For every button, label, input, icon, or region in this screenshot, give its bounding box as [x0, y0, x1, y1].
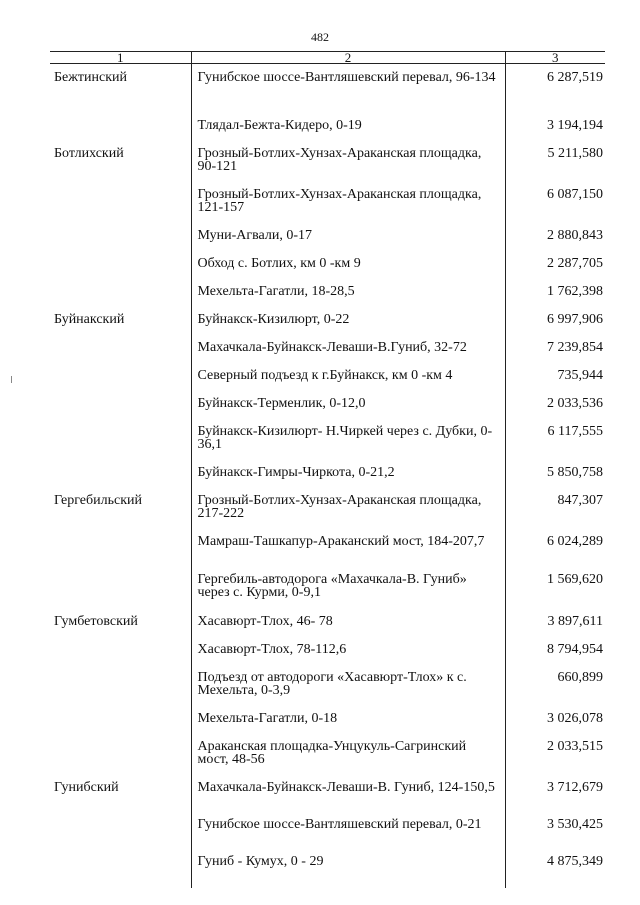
value-cell [505, 222, 605, 250]
district-cell [50, 140, 191, 181]
district-cell-text [54, 733, 191, 748]
road-cell [191, 664, 505, 705]
district-cell [50, 811, 191, 848]
value-cell [505, 487, 605, 528]
district-cell [50, 250, 191, 278]
road-cell [191, 705, 505, 733]
value-cell-text: 7 239,854 [547, 339, 603, 355]
table-row [50, 664, 605, 705]
road-cell-text: Мехельта-Гагатли, 18-28,5 [197, 283, 355, 299]
value-cell [505, 566, 605, 608]
value-cell-text: 6 087,150 [547, 186, 603, 202]
road-cell [191, 848, 505, 888]
road-cell [191, 811, 505, 848]
value-cell [505, 459, 605, 487]
value-cell-text: 4 875,349 [547, 853, 603, 869]
value-cell [505, 636, 605, 664]
value-cell-text: 3 897,611 [547, 613, 603, 629]
district-cell-text: Ботлихский [54, 145, 124, 161]
district-cell [50, 636, 191, 664]
table-row [50, 636, 605, 664]
district-cell [50, 459, 191, 487]
district-cell [50, 64, 191, 112]
value-cell-text: 5 211,580 [547, 145, 603, 161]
road-cell-text: Тлядал-Бежта-Кидеро, 0-19 [197, 117, 362, 133]
value-cell [505, 608, 605, 636]
value-cell-text: 847,307 [557, 492, 603, 508]
value-cell [505, 774, 605, 811]
district-cell [50, 848, 191, 888]
scan-mark [11, 376, 12, 383]
page-number: 482 [311, 30, 329, 44]
district-cell [50, 566, 191, 608]
value-cell [505, 811, 605, 848]
district-cell-text [54, 222, 191, 237]
value-cell [505, 848, 605, 888]
road-cell [191, 64, 505, 112]
road-cell-text: Грозный-Ботлих-Хунзах-Араканская площадка, 217-222 [197, 492, 482, 521]
road-cell [191, 733, 505, 774]
road-cell-text: Мехельта-Гагатли, 0-18 [197, 710, 338, 726]
district-cell-text [54, 848, 191, 863]
district-cell [50, 705, 191, 733]
value-cell-text: 3 026,078 [547, 710, 603, 726]
road-cell [191, 774, 505, 811]
table-row [50, 362, 605, 390]
road-cell [191, 608, 505, 636]
value-cell [505, 278, 605, 306]
district-cell [50, 278, 191, 306]
value-cell [505, 140, 605, 181]
district-cell-text [54, 112, 191, 127]
district-cell-text: Бежтинский [54, 70, 128, 85]
district-cell-text [54, 636, 191, 651]
value-cell-text: 660,899 [557, 669, 603, 685]
table-row [50, 705, 605, 733]
district-cell-text [54, 278, 191, 293]
district-cell-text [54, 566, 191, 581]
district-cell-text [54, 181, 191, 196]
value-cell-text: 5 850,758 [547, 464, 603, 480]
road-cell-text: Хасавюрт-Тлох, 78-112,6 [197, 641, 347, 657]
road-cell-text: Муни-Агвали, 0-17 [197, 227, 313, 243]
table-row [50, 528, 605, 566]
table-row [50, 250, 605, 278]
district-cell [50, 222, 191, 250]
table-row [50, 848, 605, 888]
table-row [50, 64, 605, 112]
district-cell-text [54, 528, 191, 543]
district-cell-text: Гумбетовский [54, 613, 138, 629]
road-cell-text: Буйнакск-Кизилюрт- Н.Чиркей через с. Дубки, 0-36,1 [197, 423, 493, 452]
table-row [50, 181, 605, 222]
road-cell [191, 278, 505, 306]
table-row [50, 334, 605, 362]
value-cell-text: 6 024,289 [547, 533, 603, 549]
district-cell-text [54, 362, 191, 377]
district-cell-text [54, 334, 191, 349]
value-cell [505, 306, 605, 334]
value-cell-text: 3 530,425 [547, 816, 603, 832]
table-body [50, 64, 605, 888]
road-cell-text: Обход с. Ботлих, км 0 -км 9 [197, 255, 361, 271]
road-cell-text: Хасавюрт-Тлох, 46- 78 [197, 613, 333, 629]
district-cell [50, 528, 191, 566]
road-cell-text: Северный подъезд к г.Буйнакск, км 0 -км 4 [197, 367, 453, 383]
table-row [50, 811, 605, 848]
road-cell [191, 390, 505, 418]
road-cell-text: Подъезд от автодороги «Хасавюрт-Тлох» к с. Мехельта, 0-3,9 [197, 669, 467, 698]
table-row [50, 608, 605, 636]
road-cell [191, 112, 505, 140]
district-cell-text [54, 664, 191, 679]
district-cell [50, 774, 191, 811]
table-row [50, 140, 605, 181]
road-cell [191, 362, 505, 390]
value-cell-text: 3 712,679 [547, 779, 603, 795]
value-cell-text: 2 033,515 [547, 738, 603, 754]
table-row [50, 774, 605, 811]
district-cell-text [54, 390, 191, 405]
value-cell [505, 181, 605, 222]
table-row [50, 459, 605, 487]
table-row [50, 487, 605, 528]
district-cell-text: Гергебильский [54, 492, 142, 508]
road-cell-text: Гунибское шоссе-Вантляшевский перевал, 96-134 [197, 70, 496, 85]
road-cell [191, 250, 505, 278]
value-cell [505, 705, 605, 733]
district-cell [50, 362, 191, 390]
road-cell [191, 181, 505, 222]
value-cell-text: 2 287,705 [547, 255, 603, 271]
value-cell-text: 1 569,620 [547, 571, 603, 587]
value-cell [505, 250, 605, 278]
road-cell [191, 418, 505, 459]
value-cell-text: 6 997,906 [547, 311, 603, 327]
value-cell [505, 528, 605, 566]
value-cell [505, 334, 605, 362]
value-cell [505, 664, 605, 705]
column-header-road: 2 [191, 52, 505, 64]
road-cell [191, 528, 505, 566]
road-cell-text: Буйнакск-Гимры-Чиркота, 0-21,2 [197, 464, 395, 480]
district-cell-text [54, 811, 191, 826]
district-cell-text: Гунибский [54, 779, 119, 795]
district-cell [50, 306, 191, 334]
district-cell-text [54, 418, 191, 433]
road-cell-text: Грозный-Ботлих-Хунзах-Араканская площадка, 90-121 [197, 145, 482, 174]
district-cell-text [54, 250, 191, 265]
table-row [50, 222, 605, 250]
district-cell [50, 181, 191, 222]
district-cell [50, 334, 191, 362]
road-cell [191, 566, 505, 608]
column-header-district: 1 [50, 52, 191, 64]
road-cell-text: Грозный-Ботлих-Хунзах-Араканская площадка, 121-157 [197, 186, 482, 215]
district-cell [50, 390, 191, 418]
road-cell-text: Гунибское шоссе-Вантляшевский перевал, 0-21 [197, 816, 482, 832]
value-cell-text: 2 880,843 [547, 227, 603, 243]
roads-table [50, 51, 605, 888]
value-cell-text: 2 033,536 [547, 395, 603, 411]
table-row [50, 733, 605, 774]
district-cell-text [54, 705, 191, 720]
value-cell [505, 390, 605, 418]
value-cell-text: 6 287,519 [547, 70, 603, 85]
table-header-row [50, 52, 605, 64]
value-cell-text: 8 794,954 [547, 641, 603, 657]
value-cell [505, 418, 605, 459]
value-cell [505, 64, 605, 112]
table-row [50, 418, 605, 459]
road-cell-text: Махачкала-Буйнакск-Леваши-В.Гуниб, 32-72 [197, 339, 467, 355]
value-cell-text: 1 762,398 [547, 283, 603, 299]
value-cell-text: 3 194,194 [547, 117, 603, 133]
table-row [50, 390, 605, 418]
value-cell [505, 733, 605, 774]
road-cell-text: Гергебиль-автодорога «Махачкала-В. Гуниб» через с. Курми, 0-9,1 [197, 571, 467, 600]
table-row [50, 566, 605, 608]
district-cell [50, 418, 191, 459]
road-cell-text: Араканская площадка-Унцукуль-Сагринский мост, 48-56 [197, 738, 467, 767]
district-cell [50, 664, 191, 705]
road-cell-text: Махачкала-Буйнакск-Леваши-В. Гуниб, 124-150,5 [197, 779, 495, 795]
road-cell [191, 334, 505, 362]
value-cell [505, 112, 605, 140]
table-row [50, 306, 605, 334]
road-cell [191, 636, 505, 664]
district-cell [50, 733, 191, 774]
road-cell [191, 306, 505, 334]
value-cell-text: 735,944 [557, 367, 603, 383]
road-cell-text: Буйнакск-Терменлик, 0-12,0 [197, 395, 366, 411]
district-cell [50, 608, 191, 636]
road-cell-text: Гуниб - Кумух, 0 - 29 [197, 853, 324, 869]
table-row [50, 278, 605, 306]
district-cell-text [54, 459, 191, 474]
road-cell [191, 222, 505, 250]
road-cell [191, 487, 505, 528]
district-cell [50, 112, 191, 140]
road-cell-text: Мамраш-Ташкапур-Араканский мост, 184-207,7 [197, 533, 485, 549]
road-cell [191, 140, 505, 181]
district-cell [50, 487, 191, 528]
value-cell [505, 362, 605, 390]
column-header-value: 3 [505, 52, 605, 64]
table-row [50, 112, 605, 140]
value-cell-text: 6 117,555 [547, 423, 603, 439]
road-cell [191, 459, 505, 487]
road-cell-text: Буйнакск-Кизилюрт, 0-22 [197, 311, 350, 327]
district-cell-text: Буйнакский [54, 311, 125, 327]
